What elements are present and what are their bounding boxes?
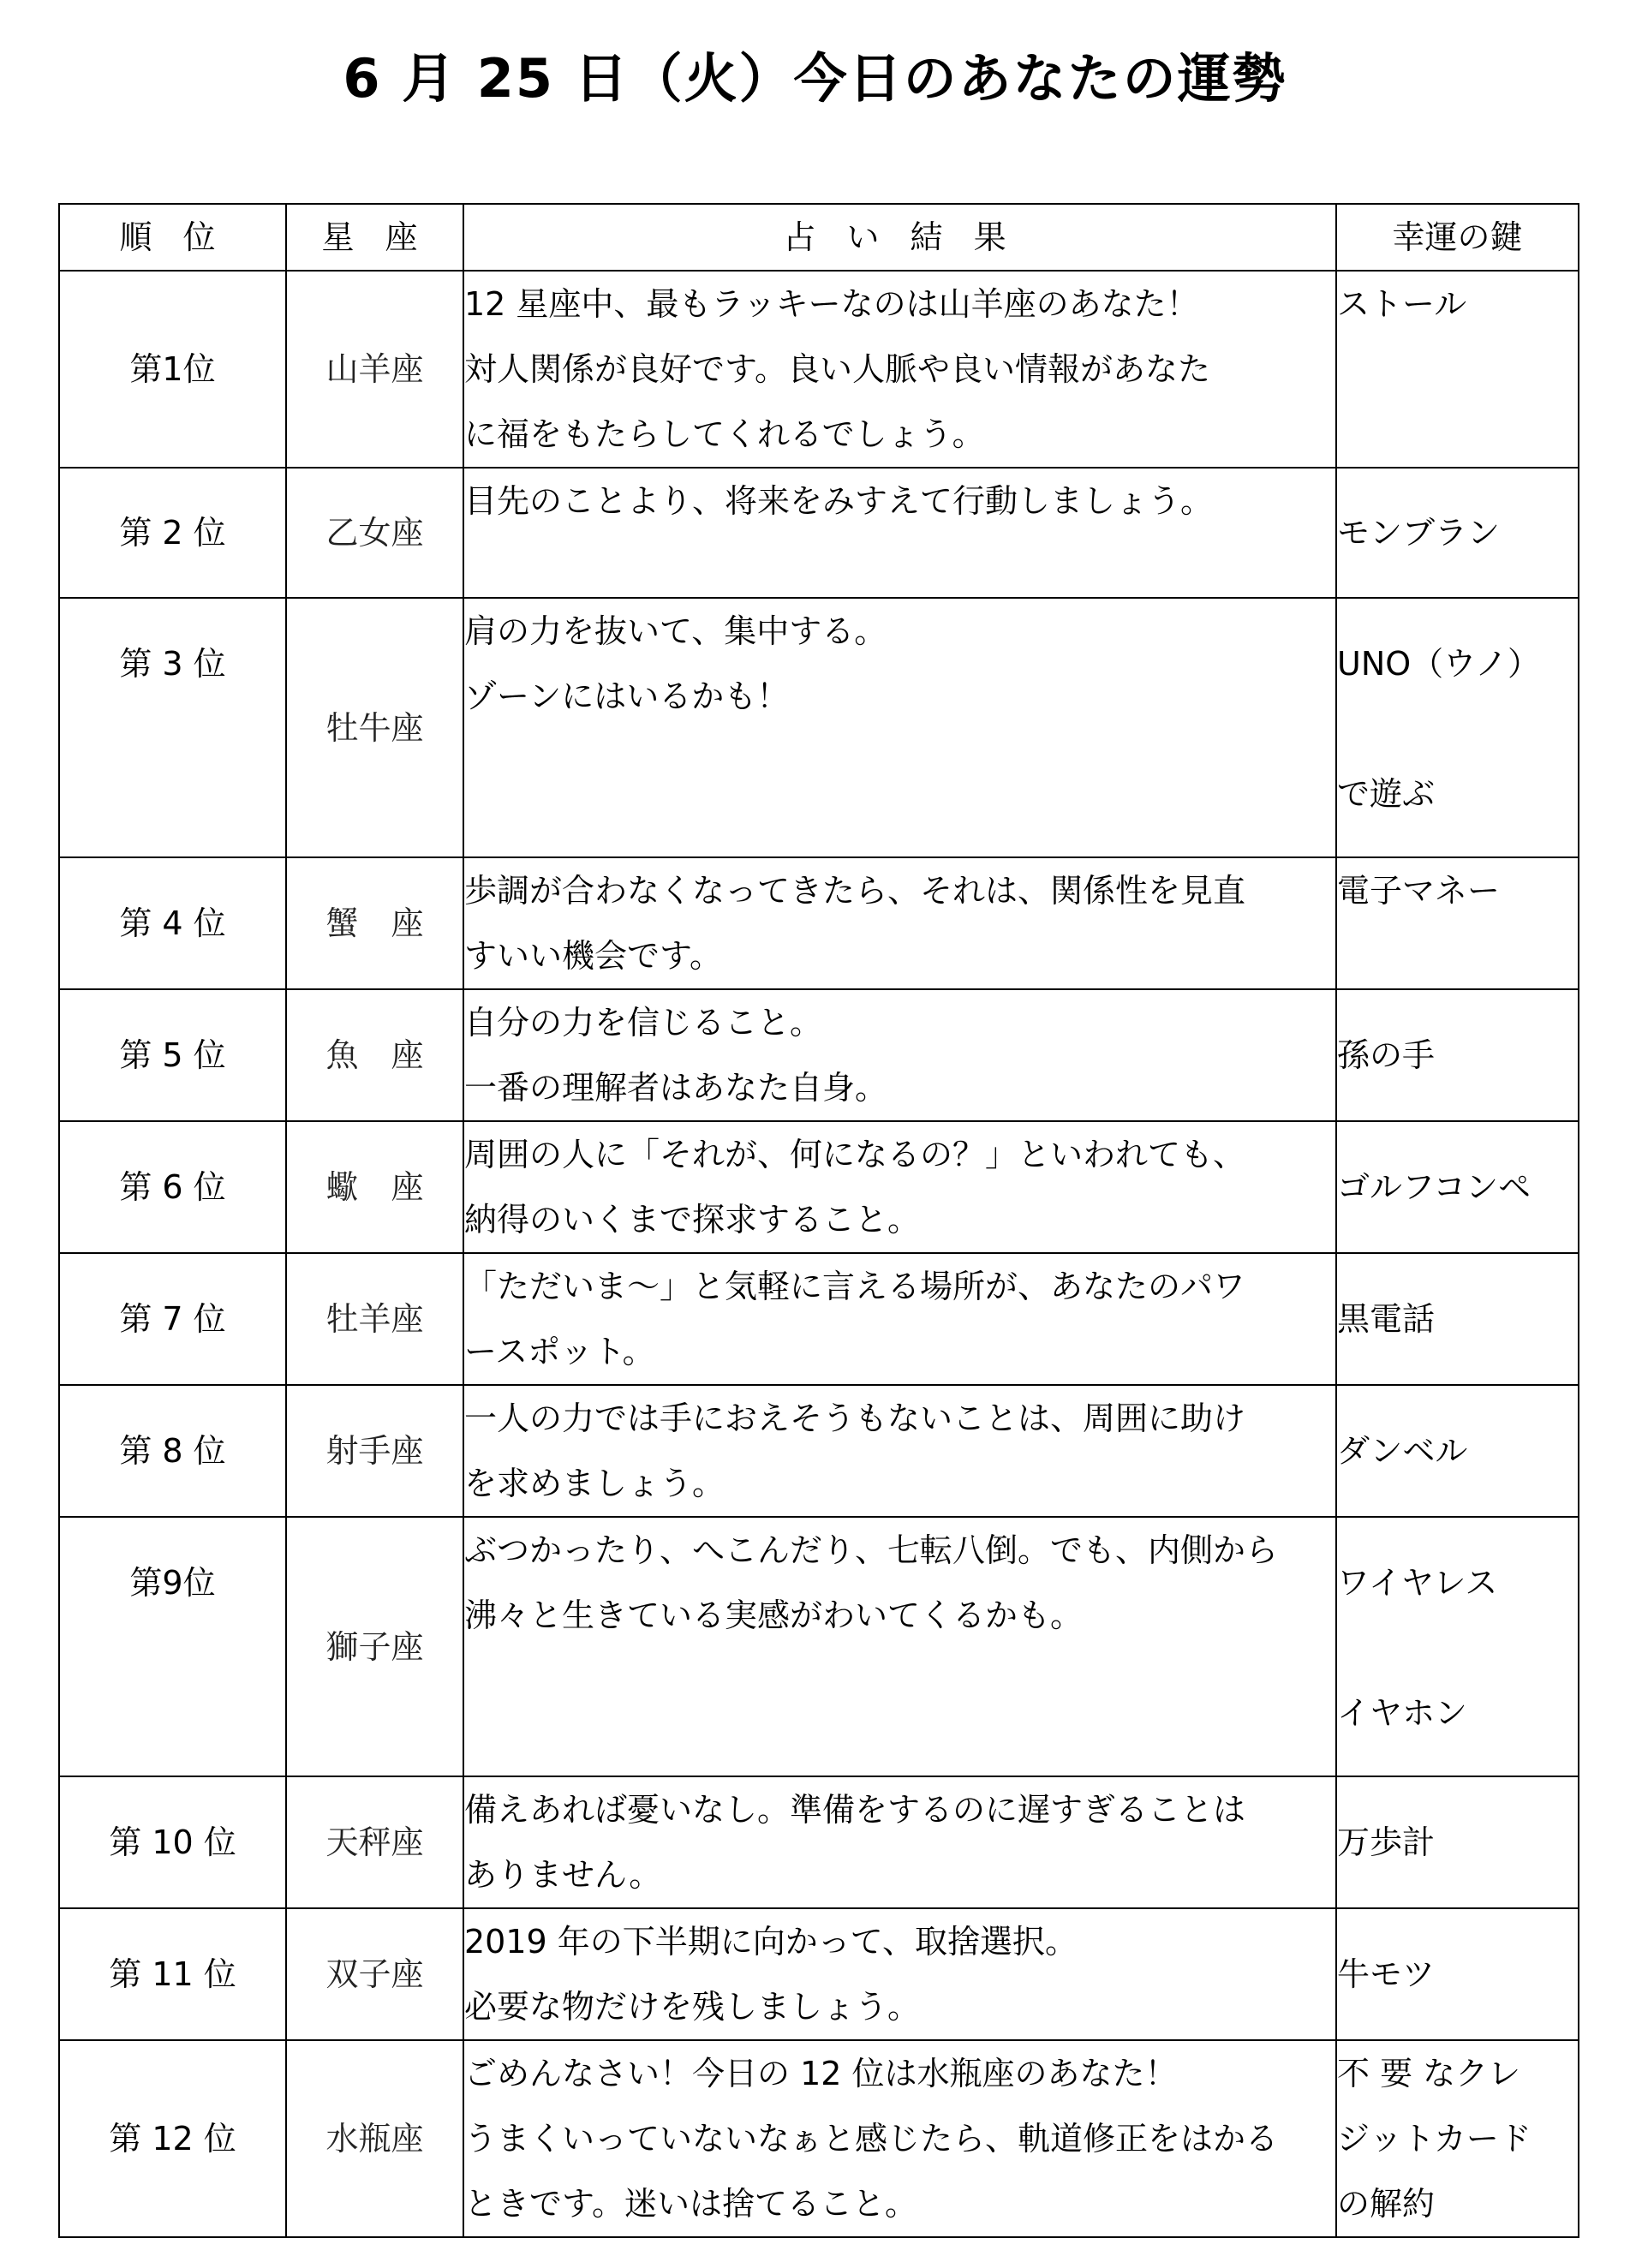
sign-cell: 水瓶座 [286, 2040, 463, 2237]
key-line: ストール [1337, 285, 1467, 323]
table-row [59, 598, 1579, 857]
rank-cell: 第 11 位 [59, 1908, 286, 2040]
header-rank: 順 位 [59, 204, 286, 271]
result-line: 必要な物だけを残しましょう。 [464, 1988, 921, 2026]
result-cell [463, 598, 1336, 857]
result-line: 対人関係が良好です。良い人脈や良い情報があなた [464, 350, 1210, 388]
result-line: 12 星座中、最もラッキーなのは山羊座のあなた！ [464, 285, 1199, 323]
table-row [59, 1908, 1579, 2040]
result-line: を求めましょう。 [464, 1465, 725, 1502]
rank-cell: 第9位 [59, 1517, 286, 1776]
table-row [59, 271, 1579, 468]
result-line: ときです。迷いは捨てること。 [464, 2185, 917, 2223]
result-line: 肩の力を抜いて、集中する。 [464, 612, 887, 650]
key-line: 黒電話 [1337, 1300, 1436, 1338]
result-cell [463, 468, 1336, 598]
table-header-row [59, 204, 1579, 271]
result-cell [463, 1253, 1336, 1385]
table-row [59, 1517, 1579, 1776]
key-cell [1336, 598, 1579, 857]
key-line: の解約 [1337, 2185, 1436, 2223]
table-row [59, 1121, 1579, 1253]
result-line: ースポット。 [464, 1333, 655, 1370]
result-cell [463, 1121, 1336, 1253]
result-line: 周囲の人に「それが、何になるの？」といわれても、 [464, 1136, 1246, 1173]
result-cell [463, 1385, 1336, 1517]
key-line: イヤホン [1337, 1694, 1468, 1732]
table-row [59, 989, 1579, 1121]
rank-cell: 第 6 位 [59, 1121, 286, 1253]
rank-cell: 第 12 位 [59, 2040, 286, 2237]
result-line: ごめんなさい！今日の 12 位は水瓶座のあなた！ [464, 2055, 1178, 2092]
key-cell [1336, 1121, 1579, 1253]
key-cell [1336, 1253, 1579, 1385]
rank-cell: 第 7 位 [59, 1253, 286, 1385]
rank-cell: 第 5 位 [59, 989, 286, 1121]
header-sign: 星 座 [286, 204, 463, 271]
result-line: 備えあれば憂いなし。準備をするのに遅すぎることは [464, 1791, 1246, 1829]
table-row [59, 468, 1579, 598]
result-cell [463, 2040, 1336, 2237]
result-line: ありません。 [464, 1856, 662, 1894]
result-line: に福をもたらしてくれるでしょう。 [464, 415, 985, 453]
key-line: ワイヤレス [1337, 1564, 1498, 1602]
sign-cell: 蟹 座 [286, 857, 463, 989]
result-line: 納得のいくまで探求すること。 [464, 1201, 921, 1238]
key-line: で遊ぶ [1337, 775, 1436, 813]
rank-cell: 第 2 位 [59, 468, 286, 598]
table-row [59, 2040, 1579, 2237]
key-line: UNO（ウノ） [1337, 645, 1541, 683]
result-cell [463, 271, 1336, 468]
sign-cell: 射手座 [286, 1385, 463, 1517]
table-row [59, 1776, 1579, 1908]
sign-cell: 天秤座 [286, 1776, 463, 1908]
table-row [59, 857, 1579, 989]
page-title: 6 月 25 日（火）今日のあなたの運勢 [343, 47, 1287, 110]
result-line: 自分の力を信じること。 [464, 1004, 823, 1041]
result-line: 歩調が合わなくなってきたら、それは、関係性を見直 [464, 872, 1246, 910]
key-line: ジットカード [1337, 2120, 1531, 2158]
result-line: ぶつかったり、へこんだり、七転八倒。でも、内側から [464, 1531, 1279, 1569]
key-cell [1336, 271, 1579, 468]
result-line: 「ただいま～」と気軽に言える場所が、あなたのパワ [464, 1268, 1246, 1305]
result-cell [463, 1908, 1336, 2040]
key-line: 牛モツ [1337, 1955, 1436, 1993]
rank-cell: 第 4 位 [59, 857, 286, 989]
rank-cell: 第 3 位 [59, 598, 286, 857]
table-row [59, 1385, 1579, 1517]
rank-cell: 第 8 位 [59, 1385, 286, 1517]
result-line: 沸々と生きている実感がわいてくるかも。 [464, 1597, 1084, 1634]
result-cell [463, 1776, 1336, 1908]
key-line: ダンベル [1337, 1432, 1468, 1470]
key-cell [1336, 1517, 1579, 1776]
fortune-table [58, 203, 1579, 2238]
sign-cell: 乙女座 [286, 468, 463, 598]
result-line: うまくいっていないなぁと感じたら、軌道修正をはかる [464, 2120, 1279, 2158]
key-cell [1336, 1776, 1579, 1908]
key-line: 不 要 なクレ [1337, 2055, 1521, 2092]
key-line: 電子マネー [1337, 872, 1501, 910]
key-cell [1336, 2040, 1579, 2237]
result-line: すいい機会です。 [464, 937, 722, 975]
key-cell [1336, 468, 1579, 598]
header-result: 占 い 結 果 [463, 204, 1336, 271]
sign-cell: 山羊座 [286, 271, 463, 468]
key-line: 孫の手 [1337, 1036, 1436, 1074]
sign-cell: 魚 座 [286, 989, 463, 1121]
key-line: ゴルフコンペ [1337, 1168, 1531, 1206]
key-cell [1336, 857, 1579, 989]
key-cell [1336, 1385, 1579, 1517]
table-row [59, 1253, 1579, 1385]
sign-cell: 牡羊座 [286, 1253, 463, 1385]
result-cell [463, 857, 1336, 989]
result-line: 目先のことより、将来をみすえて行動しましょう。 [464, 482, 1214, 520]
result-line: 一人の力では手におえそうもないことは、周囲に助け [464, 1400, 1246, 1437]
key-cell [1336, 989, 1579, 1121]
key-cell [1336, 1908, 1579, 2040]
rank-cell: 第 10 位 [59, 1776, 286, 1908]
sign-cell: 獅子座 [286, 1517, 463, 1776]
header-key: 幸運の鍵 [1336, 204, 1579, 271]
rank-cell: 第1位 [59, 271, 286, 468]
sign-cell: 蠍 座 [286, 1121, 463, 1253]
sign-cell: 双子座 [286, 1908, 463, 2040]
result-line: 2019 年の下半期に向かって、取捨選択。 [464, 1923, 1078, 1961]
result-line: 一番の理解者はあなた自身。 [464, 1069, 888, 1107]
result-line: ゾーンにはいるかも！ [464, 677, 790, 715]
sign-cell: 牡牛座 [286, 598, 463, 857]
key-line: モンブラン [1337, 514, 1501, 552]
result-cell [463, 1517, 1336, 1776]
key-line: 万歩計 [1337, 1823, 1436, 1861]
result-cell [463, 989, 1336, 1121]
